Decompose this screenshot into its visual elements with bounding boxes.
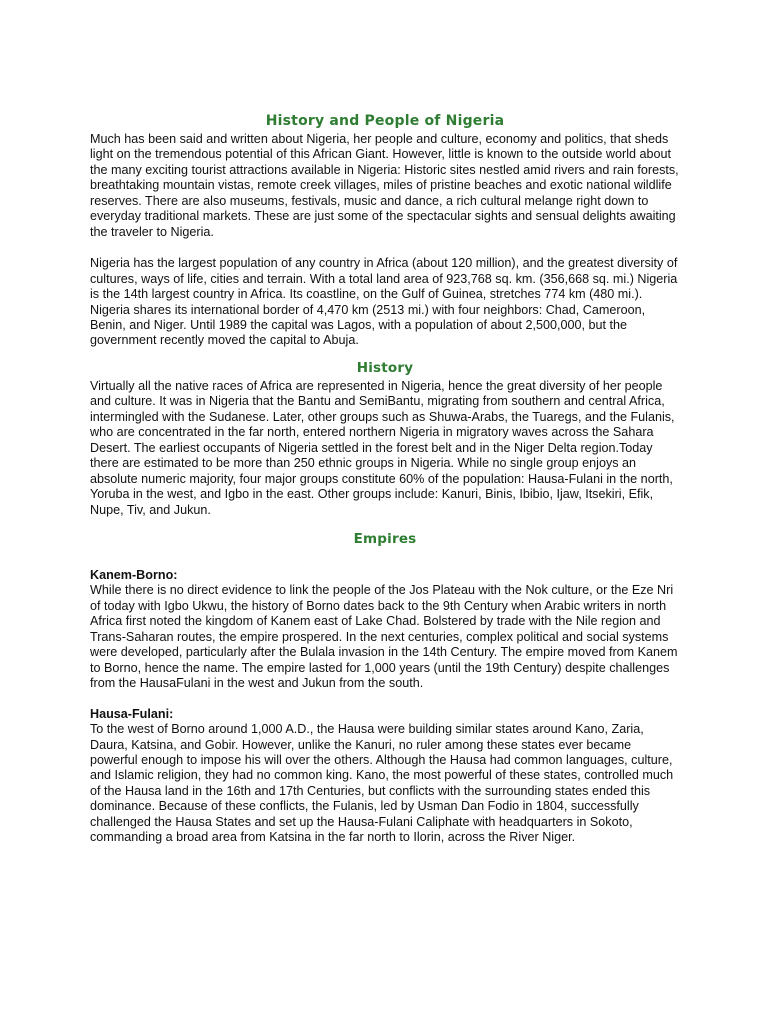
history-paragraph: Virtually all the native races of Africa are represented in Nigeria, hence the great diversity of her people and culture. It was in Nigeria that the Bantu and SemiBantu, migrating from southern and central Africa, intermingled with the Sudanese. Later, other groups such as Shuwa-Arabs, the Tuaregs, and the Fulanis, who are concentrated in the far north, entered northern Nigeria in migratory waves across the Sahara Desert. The earliest occupants of Nigeria settled in the forest belt and in the Niger Delta region.Today there are estimated to be more than 250 ethnic groups in Nigeria. While no single group enjoys an absolute numeric majority, four major groups constitute 60% of the population: Hausa-Fulani in the north, Yoruba in the west, and Igbo in the east. Other groups include: Kanuri, Binis, Ibibio, Ijaw, Itsekiri, Efik, Nupe, Tiv, and Jukun. <box>90 378 675 517</box>
intro-paragraph-2: Nigeria has the largest population of any country in Africa (about 120 million), and the greatest diversity of cultures, ways of life, cities and terrain. With a total land area of 923,768 sq. km. (356,668 sq. mi.) Nigeria is the 14th largest country in Africa. Its coastline, on the Gulf of Guinea, stretches 774 km (480 mi.). Nigeria shares its international border of 4,470 km (2513 mi.) with four neighbors: Chad, Cameroon, Benin, and Niger. Until 1989 the capital was Lagos, with a population of about 2,500,000, but the government recently moved the capital to Abuja. <box>90 256 678 348</box>
document-page <box>90 112 680 846</box>
paragraph-spacer <box>90 692 680 707</box>
hausa-fulani-paragraph: To the west of Borno around 1,000 A.D., the Hausa were building similar states around Kano, Zaria, Daura, Katsina, and Gobir. However, unlike the Kanuri, no ruler among these states ever became powerful enough to impose his will over the others. Although the Hausa had common languages, culture, and Islamic religion, they had no common king. Kano, the most powerful of these states, controlled much of the Hausa land in the 16th and 17th Centuries, but conflicts with the surrounding states ended this dominance. Because of these conflicts, the Fulanis, led by Usman Dan Fodio in 1804, successfully challenged the Hausa States and set up the Hausa-Fulani Caliphate with headquarters in Sokoto, commanding a broad area from Katsina in the far north to Ilorin, across the River Niger. <box>90 722 674 845</box>
page-title: History and People of Nigeria <box>265 113 505 129</box>
empires-heading: Empires <box>353 530 417 547</box>
hausa-fulani-subheading: Hausa-Fulani: <box>90 706 174 721</box>
paragraph-spacer <box>90 240 680 256</box>
kanem-borno-paragraph: While there is no direct evidence to link the people of the Jos Plateau with the Nok culture, or the Eze Nri of today with Igbo Ukwu, the history of Borno dates back to the 9th Century when Arabic writers in north Africa first noted the kingdom of Kanem east of Lake Chad. Bolstered by trade with the Nile region and Trans-Saharan routes, the empire prospered. In the next centuries, complex political and social systems were developed, particularly after the Bulala invasion in the 14th Century. The empire moved from Kanem to Borno, hence the name. The empire lasted for 1,000 years (until the 19th Century) despite challenges from the HausaFulani in the west and Jukun from the south. <box>90 583 678 691</box>
history-heading: History <box>356 359 414 376</box>
kanem-borno-subheading: Kanem-Borno: <box>90 567 178 582</box>
intro-paragraph-1: Much has been said and written about Nigeria, her people and culture, economy and politics, that sheds light on the tremendous potential of this African Giant. However, little is known to the outside world about the many exciting tourist attractions available in Nigeria: Historic sites nestled amid rivers and rain forests, breathtaking mountain vistas, remote creek villages, miles of pristine beaches and exotic national wildlife reserves. There are also museums, festivals, music and dance, a rich cultural melange right down to everyday traditional markets. These are just some of the spectacular sights and sensual delights awaiting the traveler to Nigeria. <box>90 132 679 239</box>
